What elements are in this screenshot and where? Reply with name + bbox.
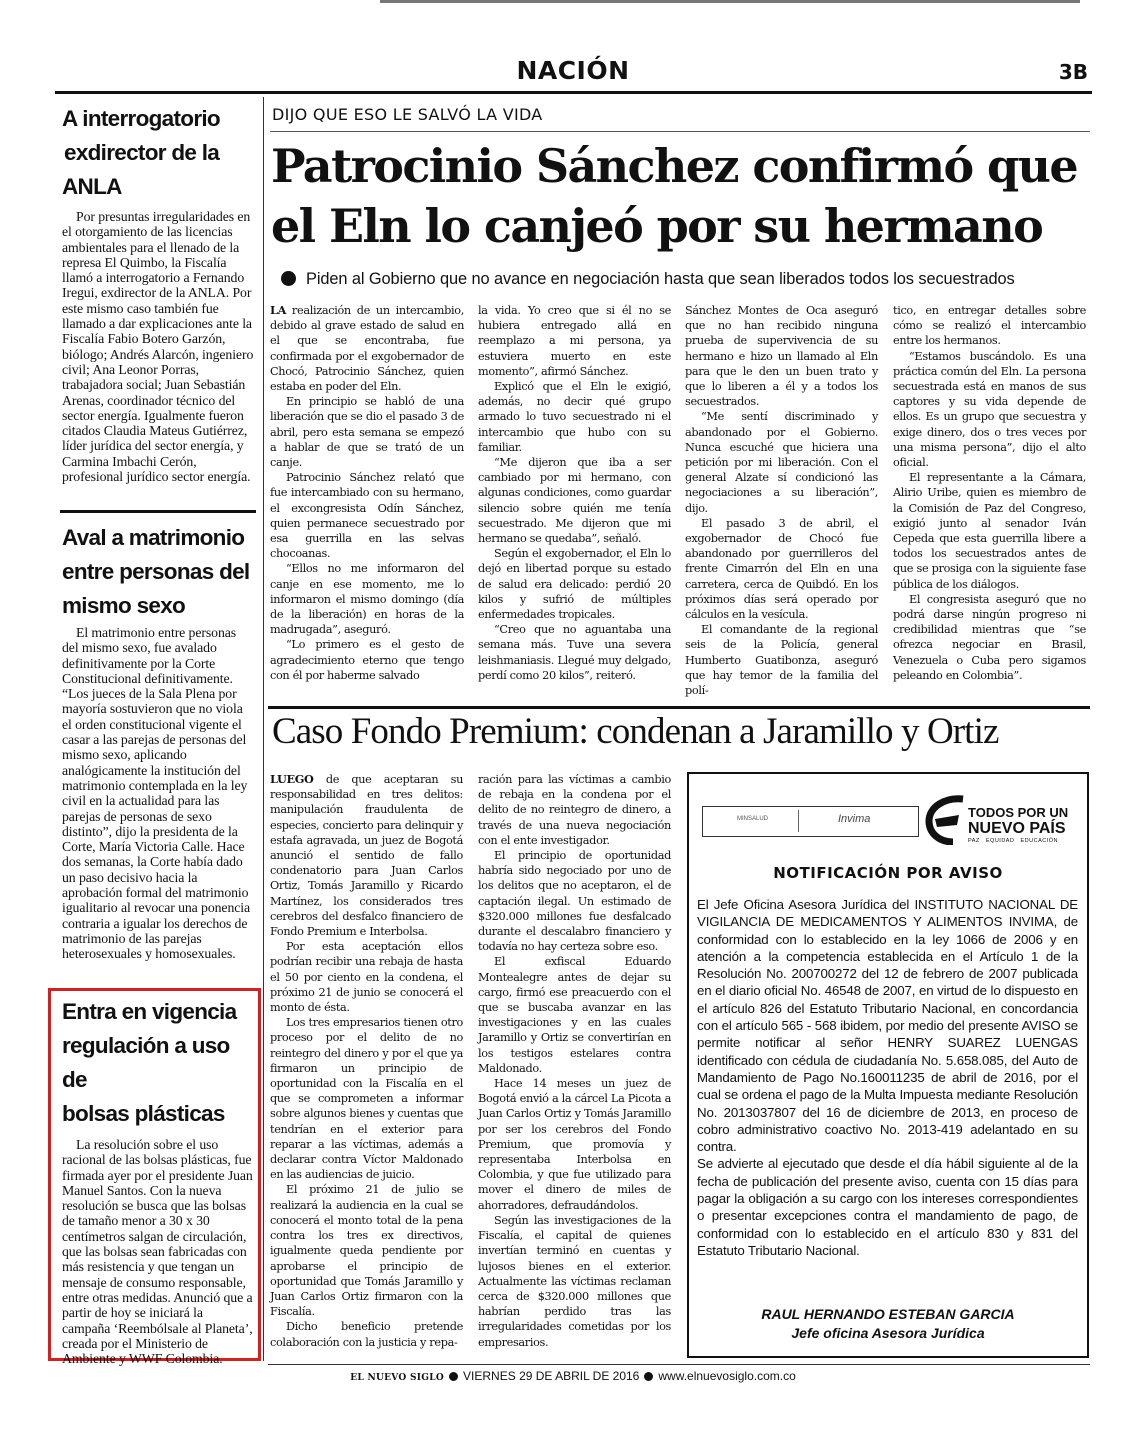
paragraph: Los tres empresarios tienen otro proceso por el delito de no reintegro del dinero y por el que ya firmaron un principio de oportunidad con la Fiscalía en el que se comprometen a informar sobre algunos bienes y cuentas que tendrían en el exterior para reparar a las víctimas, además a declarar contra Víctor Maldonado en las audiencias de juicio. bbox=[270, 1016, 463, 1182]
paragraph: “Lo primero es el gesto de agradecimiento eterno que tengo con él por haberme salvado bbox=[270, 638, 464, 682]
deck-text: Piden al Gobierno que no avance en negociación hasta que sean liberados todos los secuestrados bbox=[306, 270, 1015, 288]
paragraph-text: realización de un intercambio, debido al grave estado de salud en el que se encontraba, fue confirmada por el exgobernador de Chocó, Patrocinio Sánchez, quien estaba en poder del Eln. bbox=[270, 304, 464, 394]
paragraph: El representante a la Cámara, Alirio Uribe, quien es miembro de la Comisión de Paz del Congreso, exigió junto al senador Iván Cepeda que esta guerrilla libere a todos los secuestrados antes de que se prosiga con la siguiente fase pública de los diálogos. bbox=[893, 471, 1086, 591]
header-rule bbox=[55, 91, 1092, 94]
paragraph: “Ellos no me informaron del canje en ese momento, me lo informaron el mismo domingo (día de la liberación) en horas de la madrugada”, aseguró. bbox=[270, 562, 464, 637]
paragraph: Sánchez Montes de Oca aseguró que no han recibido ninguna prueba de supervivencia de su hermano e hizo un llamado al Eln para que le den un buen trato y que lo liberen a él y a todos los secuestrados. bbox=[685, 304, 878, 409]
paragraph: El comandante de la regional seis de la Policía, general Humberto Guatibonza, aseguró que hay temor de la familia del polí- bbox=[685, 623, 878, 698]
paragraph: Dicho beneficio pretende colaboración con la justicia y repa- bbox=[270, 1320, 463, 1349]
article1-col-3 bbox=[685, 303, 878, 698]
kicker-rule bbox=[270, 131, 1090, 132]
brief-body: La resolución sobre el uso racional de las bolsas plásticas, fue firmada ayer por el presidente Juan Manuel Santos. Con la nueva resolución se busca que las bolsas de tamaño menor a 30 x 30 centímetros salgan de circulación, que las bolsas sean fabricadas con más resistencia y que tengan un mensaje de consumo responsable, entre otras medidas. Anunció que a partir de hoy se iniciará la campaña ‘Reembólsale al Planeta’, creada por el Ministerio de Ambiente y WWF Colombia. bbox=[62, 1137, 253, 1367]
slogan bbox=[968, 805, 1068, 845]
paragraph: El pasado 3 de abril, el exgobernador de Chocó fue abandonado por guerrilleros del frente Cimarrón del Eln en una carretera, cerca de Quibdó. En los próximos días será operado por cálculos en la vesícula. bbox=[685, 516, 878, 622]
article2-col-2 bbox=[478, 772, 671, 1350]
article1-col-4 bbox=[893, 303, 1086, 683]
headline-line: exdirector de la bbox=[64, 140, 220, 165]
slogan-line-1: TODOS POR UN bbox=[968, 805, 1069, 820]
notice-body bbox=[697, 896, 1078, 1259]
headline-line: regulación a uso de bbox=[62, 1033, 230, 1092]
article2-headline: Caso Fondo Premium: condenan a Jaramillo y Ortiz bbox=[272, 711, 999, 752]
brief-1 bbox=[62, 102, 254, 484]
brief-3 bbox=[62, 995, 254, 1366]
paragraph: ración para las víctimas a cambio de rebaja en la condena por el delito de no reintegro de dinero, a través de una nueva negociación con el ente investigador. bbox=[478, 773, 671, 847]
headline-line: Entra en vigencia bbox=[62, 999, 237, 1024]
paragraph: “Me sentí discriminado y abandonado por el Gobierno. Nunca escuché que hiciera una petición por mi liberación. Con el general Alzate sí condicionó las negociaciones a su liberación”, dijo. bbox=[685, 410, 878, 515]
paragraph: la vida. Yo creo que si él no se hubiera entregado allá en reemplazo a mi persona, ya estuviera muerto en este momento”, afirmó Sánchez. bbox=[478, 304, 671, 378]
page-number: 3B bbox=[1058, 60, 1088, 84]
nuevo-pais-icon bbox=[925, 795, 967, 845]
brief-headline bbox=[62, 995, 254, 1131]
footer-date: VIERNES 29 DE ABRIL DE 2016 bbox=[463, 1369, 640, 1383]
slogan-logo-mark bbox=[925, 795, 967, 849]
paragraph: En principio se habló de una liberación que se dio el pasado 3 de abril, pero esta semana se empezó a hablar de que se trató de un canje. bbox=[270, 395, 464, 470]
footer-rule bbox=[268, 1364, 1090, 1365]
paragraph: Explicó que el Eln le exigió, además, no decir qué grupo armado lo tuvo secuestrado ni el intercambio que hubo con su familiar. bbox=[478, 380, 671, 454]
section-title: NACIÓN bbox=[516, 56, 630, 85]
brief-headline bbox=[62, 102, 254, 204]
paragraph: Hace 14 meses un juez de Bogotá envió a la cárcel La Picota a Juan Carlos Ortiz y Tomás Jaramillo por ser los cerebros del Fondo Premium, que promovía y representaba Interbolsa en Colombia, y que fue utilizado para mover el dinero de miles de ahorradores, defraudándolos. bbox=[478, 1077, 671, 1212]
paragraph: Según las investigaciones de la Fiscalía, el capital de quienes invertían terminó en cuentas y lujosos bienes en el exterior. Actualmente las víctimas reclaman cerca de $320.000 millones que habrían perdido tras las irregularidades cometidas por los empresarios. bbox=[478, 1213, 671, 1349]
article-deck bbox=[281, 270, 1015, 289]
logo-divider bbox=[798, 810, 799, 832]
article1-col-1 bbox=[270, 303, 464, 683]
paragraph: “Estamos buscándolo. Es una práctica común del Eln. La persona secuestrada está en manos de sus captores y su vida depende de ellos. Es un grupo que secuestra y exige dinero, dos o tres veces por una misma persona”, dijo el alto oficial. bbox=[893, 349, 1086, 470]
headline-line: Patrocinio Sánchez confirmó que bbox=[271, 139, 1078, 193]
notice-signature bbox=[687, 1305, 1089, 1343]
brief-headline bbox=[62, 521, 254, 623]
article1-col-2 bbox=[478, 303, 671, 683]
paragraph-text: de que aceptaran su responsabilidad en tres delitos: manipulación fraudulenta de especies, concierto para delinquir y estafa agravada, un juez de Bogotá anunció el sentido de fallo condenatorio para Juan Carlos Ortiz, Tomás Jaramillo y Ricardo Martínez, los considerados tres cerebros del desfalco financiero de Fondo Premium e Interbolsa. bbox=[270, 773, 463, 939]
bullet-icon bbox=[281, 271, 296, 286]
brief-divider bbox=[60, 510, 256, 513]
slogan-sub: PAZ EQUIDAD EDUCACIÓN bbox=[968, 838, 1059, 844]
article-headline bbox=[271, 136, 1101, 256]
page-footer bbox=[0, 1369, 1146, 1383]
signer-name: RAUL HERNANDO ESTEBAN GARCIA bbox=[761, 1306, 1015, 1322]
bullet-icon bbox=[449, 1372, 458, 1381]
footer-url[interactable]: www.elnuevosiglo.com.co bbox=[658, 1369, 796, 1383]
logo-box bbox=[702, 806, 919, 837]
headline-line: ANLA bbox=[62, 174, 122, 199]
notice-paragraph: El Jefe Oficina Asesora Jurídica del INSTITUTO NACIONAL DE VIGILANCIA DE MEDICAMENTOS Y ALIMENTOS INVIMA, de conformidad con lo establecido en la ley 1066 de 2006 y en atención a la competencia establecida en el Artículo 1 de la Resolución No. 200700272 del 12 de febrero de 2007 publicada en el diario oficial No. 46548 de 2007, en virtud de lo dispuesto en el artículo 826 del Estatuto Tributario Nacional, en concordancia con el artículo 565 - 568 ibidem, por medio del presente AVISO se permite notificar al señor HENRY SUAREZ LUENGAS identificado con cédula de ciudadanía No. 5.658.085, del Auto de Mandamiento de Pago No.160011235 de abril de 2016, por el cual se ordena el pago de la Multa Impuesta mediante Resolución No. 2013037807 del 16 de diciembre de 2013, en proceso de cobro administrativo coactivo No. 2013-419 adelantado en su contra. bbox=[697, 897, 1078, 1155]
notice-paragraph: Se advierte al ejecutado que desde el día hábil siguiente al de la fecha de publicación del presente aviso, cuenta con 15 días para pagar la obligación a su cargo con los intereses correspondientes o presentar excepciones contra el mandamiento de pago, de conformidad con lo establecido en el artículo 830 y 831 del Estatuto Tributario Nacional. bbox=[697, 1156, 1078, 1258]
paragraph: El exfiscal Eduardo Montealegre antes de dejar su cargo, firmó ese preacuerdo con el que se buscaba avanzar en las investigaciones y en las cuales Jaramillo y Ortiz se convertirían en los testigos estelares contra Maldonado. bbox=[478, 955, 671, 1075]
paragraph: Por esta aceptación ellos podrían recibir una rebaja de hasta el 50 por ciento en la condena, el próximo 21 de junio se conocerá el monto de ésta. bbox=[270, 940, 463, 1015]
lead-in: LA bbox=[270, 303, 287, 317]
headline-line: entre personas del bbox=[62, 559, 250, 584]
lead-in: LUEGO bbox=[270, 772, 314, 786]
paragraph: “Me dijeron que iba a ser cambiado por mi hermano, con algunas condiciones, como guardar silencio sobre quién me tenía secuestrado. Me dijeron que mi hermano se quedaba”, señaló. bbox=[478, 456, 671, 546]
bullet-icon bbox=[644, 1372, 653, 1381]
headline-line: A interrogatorio bbox=[62, 106, 220, 131]
paragraph: Según el exgobernador, el Eln lo dejó en libertad porque su estado de salud era delicado: perdió 20 kilos y sufrió de múltiples enfermedades tropicales. bbox=[478, 547, 671, 622]
paragraph bbox=[270, 772, 463, 939]
scan-mark bbox=[380, 0, 1080, 3]
headline-line: mismo sexo bbox=[62, 593, 186, 618]
article2-col-1 bbox=[270, 772, 463, 1350]
brief-2 bbox=[62, 521, 254, 962]
article-kicker: DIJO QUE ESO LE SALVÓ LA VIDA bbox=[272, 105, 543, 124]
sidebar-divider bbox=[263, 97, 264, 1361]
minsalud-logo: MINSALUD bbox=[737, 816, 769, 822]
article-divider bbox=[268, 706, 1090, 709]
paragraph: Patrocinio Sánchez relató que fue intercambiado con su hermano, el excongresista Odín Sánchez, quien permanece secuestrado por esa guerrilla en las selvas chocoanas. bbox=[270, 471, 464, 561]
signer-title: Jefe oficina Asesora Jurídica bbox=[791, 1325, 985, 1341]
notice-title: NOTIFICACIÓN POR AVISO bbox=[773, 864, 1003, 882]
footer-brand: EL NUEVO SIGLO bbox=[350, 1373, 445, 1383]
paragraph: tico, en entregar detalles sobre cómo se realizó el intercambio entre los hermanos. bbox=[893, 304, 1086, 348]
slogan-line-2: NUEVO PAÍS bbox=[968, 820, 1066, 837]
paragraph: El próximo 21 de julio se realizará la audiencia en la cual se conocerá el monto total de la pena contra los tres ex directivos, igualmente queda pendiente por aprobarse el principio de oportunidad que Tomás Jaramillo y Juan Carlos Ortiz firmaron con la Fiscalía. bbox=[270, 1183, 463, 1319]
brief-body: Por presuntas irregularidades en el otorgamiento de las licencias ambientales para el llenado de la represa El Quimbo, la Fiscalía llamó a interrogatorio a Fernando Iregui, exdirector de la ANLA. Por este mismo caso también fue llamado a dar explicaciones ante la Fiscalía Fabio Botero Garzón, biólogo; Andrés Alarcón, ingeniero civil; Ana Leonor Porras, trabajadora social; Juan Sebastián Arenas, coordinador técnico del sector energía. Igualmente fueron citados Claudia Mateus Gutiérrez, líder jurídica del sector energía, y Carmina Imbachi Cerón, profesional jurídico sector energía. bbox=[62, 209, 254, 485]
headline-line: bolsas plásticas bbox=[62, 1101, 225, 1126]
invima-logo: Invima bbox=[838, 813, 871, 825]
paragraph bbox=[270, 303, 464, 394]
headline-line: Aval a matrimonio bbox=[62, 525, 245, 550]
paragraph: El congresista aseguró que no podrá darse ningún progreso ni credibilidad mientras que “se ofrezca negociar en Brasil, Venezuela o Cuba pero sigamos peleando en Colombia”. bbox=[893, 592, 1086, 682]
paragraph: El principio de oportunidad habría sido negociado por uno de los delitos que no aceptaron, el de captación ilegal. Un estimado de $320.000 millones fue desfalcado durante el descalabro financiero y todavía no hay certeza sobre eso. bbox=[478, 849, 671, 954]
headline-line: el Eln lo canjeó por su hermano bbox=[271, 199, 1043, 253]
paragraph: “Creo que no aguantaba una semana más. Tuve una severa leishmaniasis. Llegué muy delgado, perdí como 20 kilos”, reiteró. bbox=[478, 623, 671, 682]
brief-body: El matrimonio entre personas del mismo sexo, fue avalado definitivamente por la Corte Constitucional definitivamente. “Los jueces de la Sala Plena por mayoría sostuvieron que no viola el orden constitucional vigente el casar a las parejas de personas del mismo sexo, aplicando analógicamente la institución del matrimonio contemplada en la ley civil en la actualidad para las parejas de personas de sexo distinto”, dijo la presidenta de la Corte, María Victoria Calle. Hace dos semanas, la Corte había dado un paso decisivo hacia la aprobación formal del matrimonio igualitario al revocar una ponencia contraria a igualar los derechos de matrimonio de las parejas heterosexuales y homosexuales. bbox=[62, 625, 251, 962]
